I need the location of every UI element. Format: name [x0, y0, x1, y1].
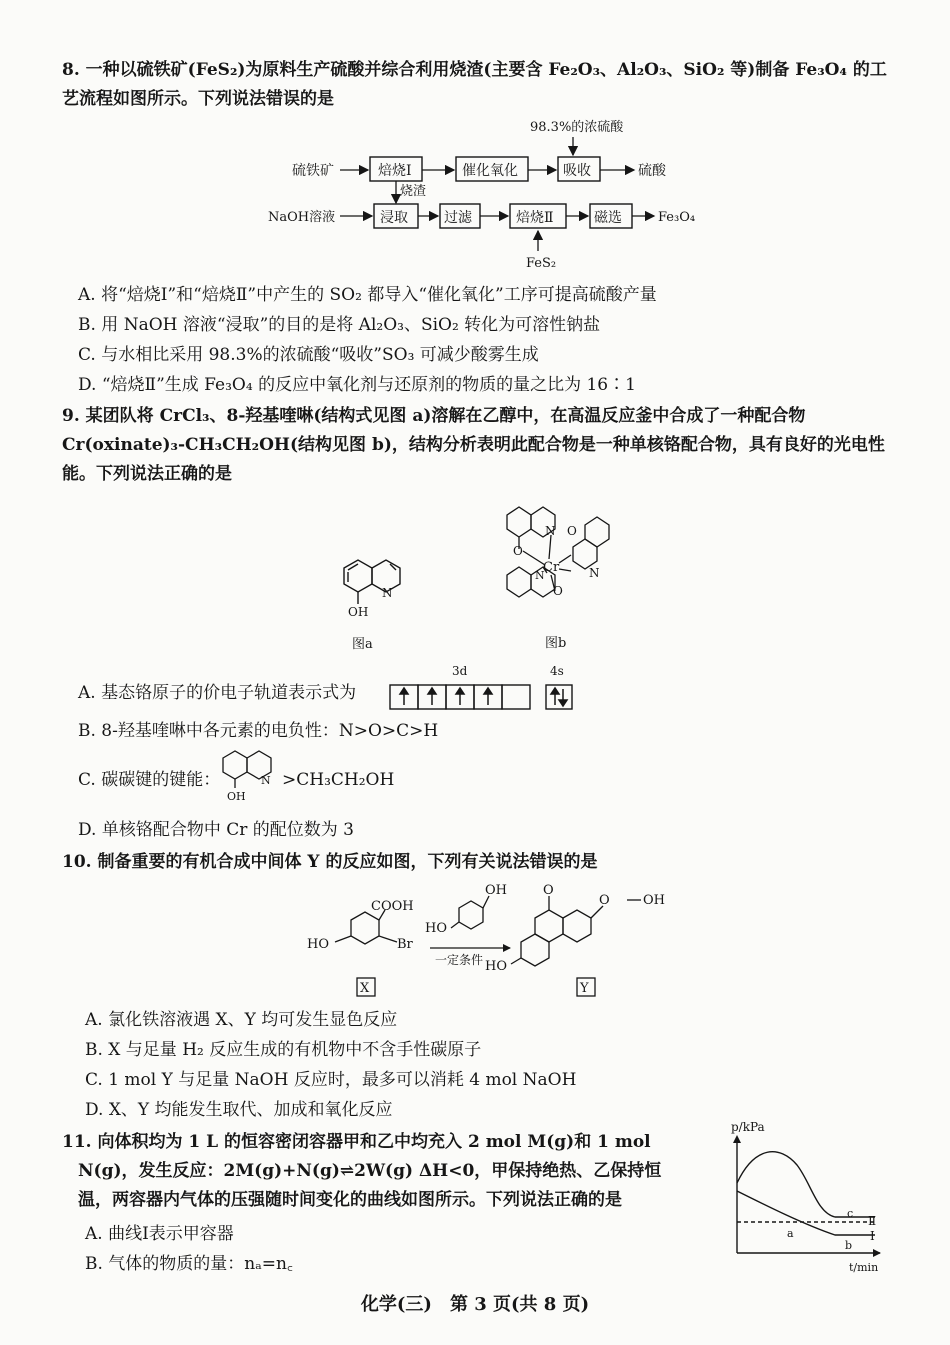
q9-option-d: D. 单核铬配合物中 Cr 的配位数为 3 [78, 820, 354, 840]
y-ho: HO [485, 959, 507, 974]
fig-b-n2: N [589, 566, 600, 580]
question-11-stem [62, 1128, 722, 1215]
fig-a-oh: OH [348, 605, 369, 619]
q9-figure-b [495, 495, 635, 655]
flow-roast1-label: 焙烧Ⅰ [378, 163, 412, 179]
question-8-stem [62, 56, 902, 114]
flow-ore-label: 硫铁矿 [292, 163, 334, 179]
reagent-oh: OH [485, 883, 507, 898]
opt-c-oh: OH [227, 790, 246, 803]
page-footer: 化学(三) 第 3 页(共 8 页) [360, 1294, 590, 1315]
fig-b-cr: Cr [543, 560, 560, 575]
orbital-4s-label: 4s [550, 664, 564, 678]
y-o-carbonyl: O [543, 883, 554, 898]
y-oh: OH [643, 893, 665, 908]
fig-a-n: N [382, 586, 393, 600]
fig-b-o2: O [567, 524, 577, 538]
graph-point-a: a [787, 1227, 794, 1240]
flow-product-label: Fe₃O₄ [658, 210, 696, 225]
reagent-ho: HO [425, 921, 447, 936]
q11-option-b: B. 气体的物质的量：nₐ=n꜀ [85, 1254, 293, 1274]
flow-magnetic-label: 磁选 [594, 210, 622, 226]
q9-stem-text: 9. 某团队将 CrCl₃、8-羟基喹啉(结构式见图 a)溶解在乙醇中，在高温反应釜中合成了一种配合物 Cr(oxinate)₃-CH₃CH₂OH(结构见图 b)，结构分析表明此配合物是一种单核铬配合物，具有良好的光电性能。下列说法正确的是 [62, 406, 885, 484]
label-x: X [360, 981, 370, 996]
fig-b-n3: N [535, 569, 545, 582]
x-cooh: COOH [371, 899, 414, 914]
flow-slag-label: 烧渣 [400, 184, 427, 199]
q9-option-b: B. 8-羟基喹啉中各元素的电负性：N>O>C>H [78, 721, 439, 741]
flow-sulfuric-label: 硫酸 [638, 163, 666, 179]
q8-option-a: A. 将“焙烧Ⅰ”和“焙烧Ⅱ”中产生的 SO₂ 都导入“催化氧化”工序可提高硫酸产量 [78, 285, 657, 305]
flow-absorb-label: 吸收 [563, 163, 591, 179]
question-9-stem [62, 402, 902, 489]
q9-figure-a [330, 560, 410, 660]
q8-flowchart [268, 115, 710, 275]
q11-pressure-graph [725, 1120, 895, 1275]
graph-point-b: b [845, 1239, 853, 1252]
q9-option-a: A. 基态铬原子的价电子轨道表示式为 [78, 683, 357, 703]
graph-curve2-label: Ⅱ [868, 1214, 877, 1228]
reaction-condition: 一定条件 [435, 953, 484, 967]
flow-filter-label: 过滤 [444, 210, 472, 226]
q10-option-c: C. 1 mol Y 与足量 NaOH 反应时，最多可以消耗 4 mol NaOH [85, 1070, 577, 1090]
y-o-ring: O [599, 893, 610, 908]
graph-curve1-label: Ⅰ [870, 1229, 875, 1243]
graph-point-c: c [847, 1207, 854, 1220]
q9-option-c-prefix: C. 碳碳键的键能： [78, 770, 221, 790]
flow-fes2-label: FeS₂ [526, 256, 557, 271]
fig-b-o1: O [513, 544, 523, 558]
q8-option-d: D. “焙烧Ⅱ”生成 Fe₃O₄ 的反应中氧化剂与还原剂的物质的量之比为 16∶1 [78, 375, 636, 395]
fig-a-caption: 图a [352, 637, 373, 652]
q10-option-b: B. X 与足量 H₂ 反应生成的有机物中不含手性碳原子 [85, 1040, 482, 1060]
q9-option-c-suffix: >CH₃CH₂OH [282, 770, 395, 790]
x-ho: HO [307, 937, 329, 952]
fig-b-o3: O [553, 584, 563, 598]
opt-c-n: N [261, 774, 271, 787]
x-br: Br [397, 937, 413, 952]
q10-stem-text: 10. 制备重要的有机合成中间体 Y 的反应如图，下列有关说法错误的是 [62, 852, 598, 872]
q10-option-d: D. X、Y 均能发生取代、加成和氧化反应 [85, 1100, 393, 1120]
q10-option-a: A. 氯化铁溶液遇 X、Y 均可发生显色反应 [85, 1010, 398, 1030]
q11-stem-line3: 温，两容器内气体的压强随时间变化的曲线如图所示。下列说法正确的是 [78, 1190, 622, 1210]
q8-stem-text: 8. 一种以硫铁矿(FeS₂)为原料生产硫酸并综合利用烧渣(主要含 Fe₂O₃、Al₂O₃、SiO₂ 等)制备 Fe₃O₄ 的工艺流程如图所示。下列说法错误的是 [62, 60, 887, 109]
q10-reaction [305, 878, 670, 1003]
flow-leach-label: 浸取 [380, 210, 408, 226]
fig-b-caption: 图b [545, 636, 567, 651]
graph-xlabel: t/min [849, 1261, 879, 1274]
graph-ylabel: p/kPa [731, 1120, 765, 1134]
flow-naoh-label: NaOH溶液 [268, 210, 336, 225]
q11-stem-line1: 11. 向体积均为 1 L 的恒容密闭容器甲和乙中均充入 2 mol M(g)和 1 mol [62, 1132, 651, 1152]
fig-b-n1: N [545, 524, 556, 538]
orbital-3d-label: 3d [452, 664, 468, 678]
question-10-stem [62, 848, 902, 877]
q11-stem-line2: N(g)，发生反应：2M(g)+N(g)⇌2W(g) ΔH<0，甲保持绝热、乙保持恒 [78, 1161, 662, 1181]
flow-catalytic-label: 催化氧化 [462, 163, 518, 179]
q8-option-c: C. 与水相比采用 98.3%的浓硫酸“吸收”SO₃ 可减少酸雾生成 [78, 345, 539, 365]
label-y: Y [580, 981, 589, 996]
flow-roast2-label: 焙烧Ⅱ [516, 210, 554, 226]
flow-acid-label: 98.3%的浓硫酸 [530, 120, 624, 135]
q8-option-b: B. 用 NaOH 溶液“浸取”的目的是将 Al₂O₃、SiO₂ 转化为可溶性钠盐 [78, 315, 601, 335]
q9-orbital-diagram [388, 663, 578, 713]
q11-option-a: A. 曲线Ⅰ表示甲容器 [85, 1224, 234, 1244]
